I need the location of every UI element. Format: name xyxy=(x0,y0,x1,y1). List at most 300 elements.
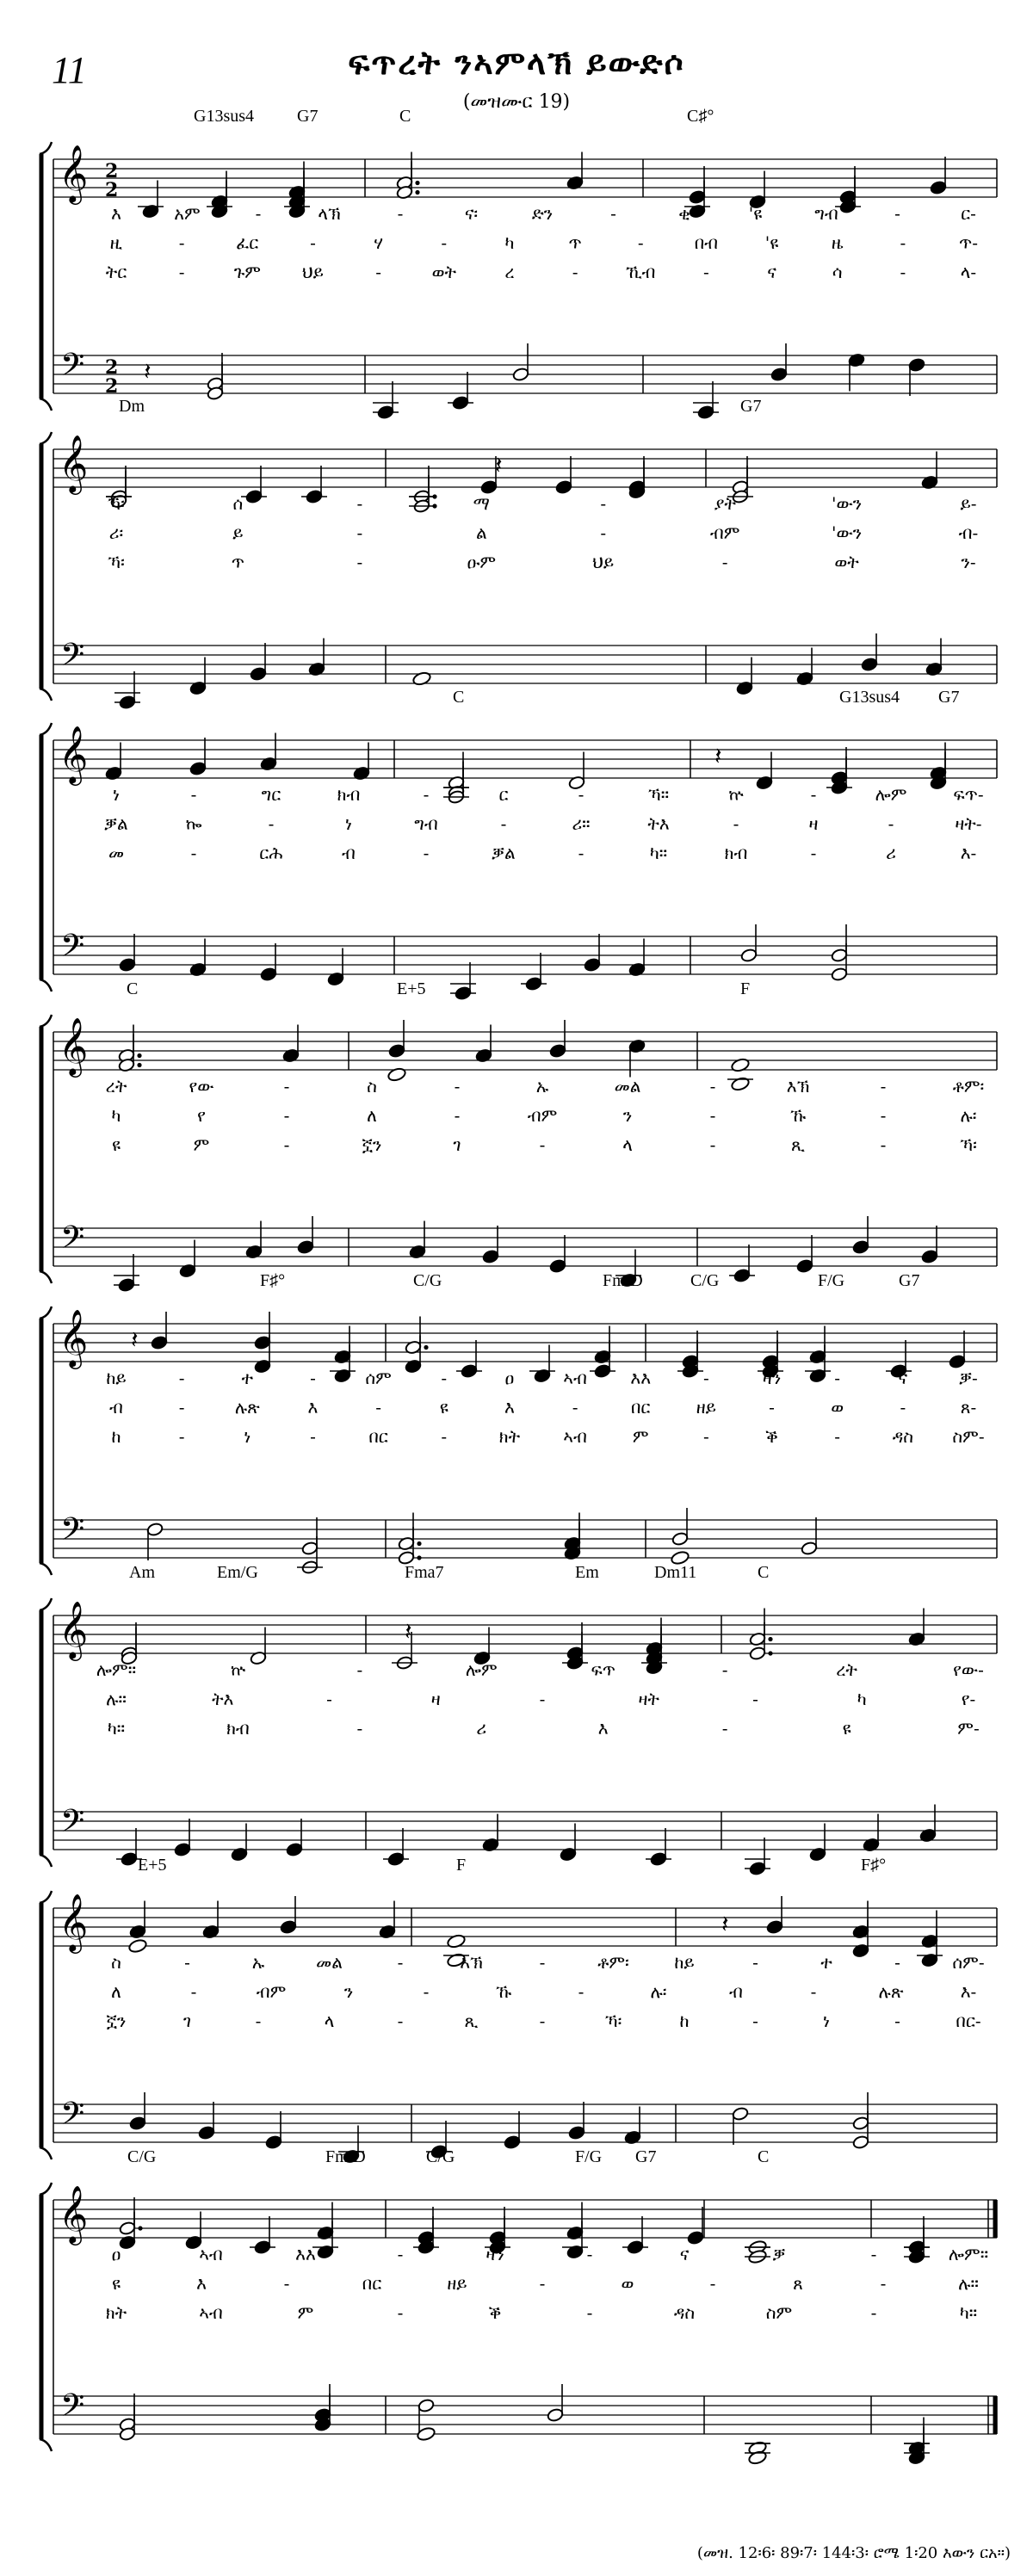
lyric-verse2-syllable: ብም xyxy=(256,1981,287,2002)
lyric-verse1-syllable: ይ- xyxy=(960,493,977,514)
lyric-verse1-syllable: ስ xyxy=(367,1076,377,1096)
lyric-verse1-syllable: 'ውን xyxy=(831,493,863,514)
lyric-verse1-syllable: እኽ xyxy=(786,1076,810,1096)
bracket-top xyxy=(40,723,52,735)
lyric-verse1-syllable: ሎም xyxy=(465,1659,498,1680)
chord-symbol: C♯° xyxy=(687,107,714,126)
lyric-verse3-syllable: ጥ xyxy=(231,552,245,572)
chord-symbol: E+5 xyxy=(138,1856,167,1875)
lyric-verse2-syllable: ዛ xyxy=(808,813,819,834)
lyric-verse1-syllable: - xyxy=(283,1076,290,1096)
lyric-verse3-syllable: ስም- xyxy=(952,1426,985,1447)
lyric-verse1-syllable: - xyxy=(190,784,197,805)
lyric-verse1-syllable: ፍጥ- xyxy=(953,784,984,805)
lyric-verse1-syllable: ኣብ xyxy=(563,1368,587,1388)
lyric-verse2-syllable: ፈር xyxy=(236,232,259,253)
lyric-verse3-syllable: ሪ xyxy=(476,1718,487,1739)
lyric-verse3-syllable: ን- xyxy=(961,552,976,572)
note-head-18 xyxy=(949,1354,966,1368)
note-head-6 xyxy=(549,1043,566,1058)
lyric-verse3-syllable: ኣብ xyxy=(199,2302,223,2323)
lyric-verse3-syllable: ላ xyxy=(324,2011,335,2031)
lyric-verse2-syllable: ሪ። xyxy=(572,813,591,834)
lyric-verse3-syllable: ዳስ xyxy=(673,2302,696,2323)
lyric-verse3-syllable: - xyxy=(423,843,430,863)
lyric-verse3-syllable: ና xyxy=(767,262,776,282)
note-head-1 xyxy=(189,761,207,775)
chord-symbol: Fma7 xyxy=(405,1563,444,1582)
chord-symbol: C xyxy=(399,107,411,126)
lyric-verse3-syllable: ህይ xyxy=(592,552,615,572)
lyric-verse3-syllable: ከ xyxy=(111,1426,121,1447)
note-head-8 xyxy=(740,948,758,962)
treble-clef: 𝄞 xyxy=(59,2184,89,2243)
lyric-verse3-syllable: ነ xyxy=(244,1426,251,1447)
lyric-verse3-syllable: ዳስ xyxy=(892,1426,913,1447)
lyric-verse1-syllable: ሎም። xyxy=(948,2244,989,2264)
quarter-rest: 𝄽 xyxy=(405,1617,412,1646)
lyric-verse2-syllable: ብም xyxy=(527,1105,558,1126)
lyric-verse1-syllable: ር xyxy=(498,784,509,805)
bracket-top xyxy=(40,2183,52,2195)
note-head-10 xyxy=(831,967,848,981)
lyric-verse2-syllable: ዩ xyxy=(439,1397,448,1418)
lyric-verse1-syllable: ቶም፡ xyxy=(597,1952,629,1973)
lyric-verse2-syllable: - xyxy=(733,813,739,834)
lyric-verse1-syllable: - xyxy=(721,1659,728,1680)
lyric-verse3-syllable: - xyxy=(539,2011,546,2031)
lyric-verse1-syllable: ዛን xyxy=(762,1368,782,1388)
lyric-verse2-syllable: - xyxy=(578,1981,585,2002)
lyric-verse1-syllable: እእ xyxy=(295,2244,316,2264)
lyric-verse1-syllable: ቓ xyxy=(772,2244,786,2264)
lyric-verse2-syllable: ወ xyxy=(621,2273,634,2294)
lyric-verse2-syllable: በር xyxy=(630,1397,651,1418)
lyric-verse1-syllable: ግር xyxy=(261,784,281,805)
note-head-2 xyxy=(265,2134,282,2149)
lyric-verse3-syllable: ትር xyxy=(105,262,127,282)
note-dot-11 xyxy=(768,1651,772,1655)
lyric-verse2-syllable: - xyxy=(500,813,507,834)
lyric-verse2-syllable: ጸ xyxy=(793,2273,803,2294)
bracket-top xyxy=(40,1598,52,1610)
lyric-verse1-syllable: ኵ xyxy=(728,784,744,805)
lyric-verse3-syllable: ወት xyxy=(431,262,456,282)
lyric-verse3-syllable: - xyxy=(721,552,728,572)
lyric-verse2-syllable: - xyxy=(572,1397,578,1418)
note-head-7 xyxy=(555,479,572,494)
lyric-verse3-syllable: - xyxy=(397,2302,404,2323)
system-2 xyxy=(40,397,997,710)
scripture-reference: (መዝ. 12፡6፡ 89፡7፡ 144፡3፡ ሮሜ 1፡20 እውን ርአ።) xyxy=(696,2544,1011,2562)
treble-time-signature-bottom: 2 xyxy=(105,179,119,201)
note-head-1 xyxy=(301,1541,319,1555)
note-head-10 xyxy=(852,2134,869,2149)
lyric-verse2-syllable: ሉ፡ xyxy=(650,1981,667,2002)
lyric-verse2-syllable: ሪ፡ xyxy=(108,522,124,543)
quarter-rest: 𝄽 xyxy=(144,357,152,386)
lyric-verse3-syllable: ሳ xyxy=(832,262,843,282)
system-8 xyxy=(40,2147,997,2466)
lyric-verse3-syllable: ብ xyxy=(342,843,356,863)
lyric-verse2-syllable: - xyxy=(600,522,607,543)
lyric-verse1-syllable: ፍጥ xyxy=(591,1659,615,1680)
lyric-verse1-syllable: - xyxy=(600,493,607,514)
lyric-verse1-syllable: - xyxy=(880,1076,887,1096)
note-dot-7 xyxy=(415,190,419,195)
lyric-verse2-syllable: ብም xyxy=(709,522,740,543)
lyric-verse1-syllable: ነ xyxy=(113,784,120,805)
chord-symbol: F xyxy=(740,979,751,998)
lyric-verse1-syllable: ኣብ xyxy=(199,2244,223,2264)
note-head-3 xyxy=(286,1842,303,1856)
lyric-verse1-syllable: ተ xyxy=(241,1368,254,1388)
note-head-1 xyxy=(254,1335,271,1350)
lyric-verse3-syllable: ጺ xyxy=(791,1134,805,1155)
bracket-top xyxy=(40,432,52,444)
lyric-verse2-syllable: - xyxy=(539,1689,546,1709)
lyric-verse1-syllable: - xyxy=(441,1368,448,1388)
note-head-1 xyxy=(174,1842,191,1856)
lyric-verse2-syllable: ዘይ xyxy=(696,1397,716,1418)
lyric-verse3-syllable: ጉም xyxy=(233,262,261,282)
lyric-verse2-syllable: ለ xyxy=(111,1981,121,2002)
bass-clef: 𝄢 xyxy=(60,347,85,391)
note-head-6 xyxy=(770,367,788,381)
treble-clef: 𝄞 xyxy=(59,1016,89,1075)
note-head-6 xyxy=(549,1258,566,1273)
lyric-verse2-syllable: ሉ። xyxy=(958,2273,979,2294)
note-head-5 xyxy=(447,1933,467,1949)
chord-symbol: F♯° xyxy=(260,1271,286,1290)
note-head-11 xyxy=(749,1646,766,1660)
note-head-1 xyxy=(198,2125,215,2140)
note-head-7 xyxy=(766,1919,783,1934)
lyric-verse1-syllable: - xyxy=(752,1952,758,1973)
lyric-verse2-syllable: እ xyxy=(196,2273,207,2294)
chord-symbol: C/G xyxy=(426,2147,455,2166)
lyric-verse1-syllable: - xyxy=(454,1076,461,1096)
bracket-top xyxy=(40,142,52,154)
lyric-verse3-syllable: ኺብ xyxy=(626,262,656,282)
lyric-verse2-syllable: - xyxy=(190,1981,197,2002)
lyric-verse2-syllable: - xyxy=(283,1105,290,1126)
lyric-verse3-syllable: - xyxy=(586,2302,593,2323)
lyric-verse1-syllable: ማ xyxy=(473,493,490,514)
lyric-verse2-syllable: ይ xyxy=(232,522,244,543)
lyric-verse2-syllable: እ xyxy=(307,1397,319,1418)
system-6 xyxy=(40,1563,997,1876)
chord-symbol: G13sus4 xyxy=(194,107,255,126)
lyric-verse3-syllable: - xyxy=(810,843,817,863)
quarter-rest: 𝄽 xyxy=(714,742,722,770)
lyric-verse3-syllable: ኻ፡ xyxy=(108,552,125,572)
lyric-verse3-syllable: ጺ xyxy=(464,2011,479,2031)
lyric-verse1-syllable: 'ዩ xyxy=(748,203,763,224)
lyric-verse1-syllable: ቂ xyxy=(678,203,690,224)
chord-symbol: E+5 xyxy=(397,979,426,998)
lyric-verse2-syllable: ብ- xyxy=(958,522,979,543)
note-head-2 xyxy=(250,666,267,681)
lyric-verse2-syllable: - xyxy=(423,1981,430,2002)
chord-symbol: G7 xyxy=(635,2147,657,2166)
lyric-verse3-syllable: ክብ xyxy=(226,1718,250,1739)
lyric-verse1-syllable: - xyxy=(397,203,404,224)
chord-symbol: Fm/D xyxy=(325,2147,366,2166)
chord-symbol: C/G xyxy=(127,2147,157,2166)
chord-symbol: C xyxy=(453,688,465,707)
note-dot-4 xyxy=(417,1555,421,1560)
lyric-verse3-syllable: - xyxy=(283,1134,290,1155)
lyric-verse1-syllable: እኽ xyxy=(460,1952,483,1973)
lyric-verse1-syllable: - xyxy=(310,1368,316,1388)
lyric-verse3-syllable: - xyxy=(178,1426,185,1447)
chord-symbol: F/G xyxy=(818,1271,845,1290)
bass-clef: 𝄢 xyxy=(60,1220,85,1263)
lyric-verse3-syllable: ም- xyxy=(957,1718,980,1739)
lyric-verse1-syllable: - xyxy=(255,203,262,224)
lyric-verse2-syllable: ሉ። xyxy=(106,1689,127,1709)
note-dot-0 xyxy=(138,2226,142,2230)
bass-clef: 𝄢 xyxy=(60,1803,85,1847)
lyric-verse2-syllable: - xyxy=(888,813,894,834)
quarter-rest: 𝄽 xyxy=(495,451,503,479)
lyric-verse1-syllable: ስ xyxy=(111,1952,121,1973)
bracket-top xyxy=(40,1015,52,1027)
lyric-verse3-syllable: - xyxy=(578,843,585,863)
bracket-bottom xyxy=(40,398,52,411)
lyric-verse3-syllable: - xyxy=(894,2011,900,2031)
lyric-verse3-syllable: ወት xyxy=(834,552,859,572)
lyric-verse2-syllable: የ xyxy=(197,1105,206,1126)
lyric-verse3-syllable: ቕ xyxy=(488,2302,502,2323)
lyric-verse3-syllable: ም xyxy=(297,2302,314,2323)
lyric-verse1-syllable: ኡ xyxy=(251,1952,265,1973)
lyric-verse3-syllable: ኻ፡ xyxy=(604,2011,622,2031)
note-head-10 xyxy=(852,1239,869,1254)
note-head-3 xyxy=(388,1043,405,1058)
lyric-verse2-syllable: ዚ xyxy=(109,232,123,253)
treble-clef: 𝄞 xyxy=(59,1600,89,1659)
lyric-verse2-syllable: - xyxy=(283,2273,290,2294)
lyric-verse2-syllable: ኰ xyxy=(185,813,202,834)
lyric-verse3-syllable: ረ xyxy=(504,262,515,282)
bracket-bottom xyxy=(40,2439,52,2451)
lyric-verse2-syllable: - xyxy=(326,1689,332,1709)
lyric-verse3-syllable: - xyxy=(709,1134,716,1155)
note-head-4 xyxy=(418,2398,435,2412)
lyric-verse1-syllable: እ xyxy=(111,203,121,224)
chord-symbol: G7 xyxy=(297,107,319,126)
note-head-7 xyxy=(861,657,878,671)
lyric-verse2-syllable: ነ xyxy=(345,813,352,834)
lyric-verse2-syllable: ዜ xyxy=(831,232,844,253)
lyric-verse2-syllable: ትእ xyxy=(647,813,670,834)
chord-symbol: Am xyxy=(129,1563,155,1582)
note-head-8 xyxy=(732,2106,749,2121)
lyric-verse2-syllable: ን xyxy=(343,1981,354,2002)
note-head-9 xyxy=(801,1541,818,1555)
bracket-bottom xyxy=(40,1271,52,1283)
chord-symbol: Dm xyxy=(119,397,145,416)
lyric-verse3-syllable: ክት xyxy=(498,1426,521,1447)
lyric-verse1-syllable: ሎም xyxy=(875,784,907,805)
note-head-5 xyxy=(504,2134,521,2149)
lyric-verse3-syllable: ላ xyxy=(622,1134,633,1155)
lyric-verse1-syllable: ላኽ xyxy=(318,203,341,224)
lyric-verse2-syllable: ል xyxy=(475,522,487,543)
lyric-verse3-syllable: እ xyxy=(597,1718,609,1739)
note-head-4 xyxy=(387,1066,407,1082)
system-3 xyxy=(40,688,997,1001)
treble-time-signature-top: 2 xyxy=(105,160,119,182)
lyric-verse3-syllable: - xyxy=(255,2011,262,2031)
lyric-verse1-syllable: ኻ፡ xyxy=(108,493,125,514)
chord-symbol: Fm/D xyxy=(603,1271,643,1290)
lyric-verse2-syllable: ካ xyxy=(857,1689,867,1709)
lyric-verse3-syllable: - xyxy=(356,552,363,572)
lyric-verse1-syllable: ከይ xyxy=(106,1368,127,1388)
lyric-verse1-syllable: ክብ xyxy=(337,784,361,805)
lyric-verse3-syllable: - xyxy=(441,1426,448,1447)
note-head-5 xyxy=(482,1249,499,1263)
lyric-verse1-syllable: ና xyxy=(898,1368,908,1388)
lyric-verse2-syllable: ዛ xyxy=(430,1689,441,1709)
note-dot-3 xyxy=(417,1541,421,1546)
lyric-verse1-syllable: ዐ xyxy=(111,2244,121,2264)
lyric-verse1-syllable: ከይ xyxy=(674,1952,695,1973)
note-head-9 xyxy=(689,189,706,204)
lyric-verse3-syllable: ዑም xyxy=(467,552,497,572)
lyric-verse3-syllable: ቓል xyxy=(492,843,516,863)
lyric-verse2-syllable: - xyxy=(356,522,363,543)
note-head-6 xyxy=(584,957,601,972)
lyric-verse3-syllable: - xyxy=(880,1134,887,1155)
note-head-6 xyxy=(547,2407,564,2422)
lyric-verse3-syllable: - xyxy=(721,1718,728,1739)
note-head-0 xyxy=(129,2116,146,2130)
lyric-verse3-syllable: ካ። xyxy=(107,1718,126,1739)
lyric-verse3-syllable: ካ። xyxy=(649,843,668,863)
lyric-verse2-syllable: ዛት- xyxy=(955,813,982,834)
note-head-0 xyxy=(119,2221,136,2235)
lyric-verse1-syllable: - xyxy=(539,1952,546,1973)
lyric-verse3-syllable: ዩ xyxy=(842,1718,851,1739)
system-4 xyxy=(40,979,997,1293)
lyric-verse1-syllable: እእ xyxy=(630,1368,652,1388)
bracket-top xyxy=(40,1891,52,1903)
note-head-9 xyxy=(796,1258,813,1273)
lyric-verse3-syllable: እ- xyxy=(960,843,977,863)
treble-clef: 𝄞 xyxy=(59,725,89,783)
quarter-rest: 𝄽 xyxy=(131,1325,139,1354)
chord-symbol: G7 xyxy=(938,688,960,707)
lyric-verse3-syllable: - xyxy=(572,262,578,282)
chord-symbol: F/G xyxy=(575,2147,603,2166)
lyric-verse3-syllable: ም xyxy=(193,1134,210,1155)
lyric-verse2-syllable: ሃ xyxy=(374,232,383,253)
lyric-verse2-syllable: ን xyxy=(622,1105,633,1126)
lyric-verse1-syllable: የው xyxy=(189,1076,214,1096)
lyric-verse2-syllable: ጥ- xyxy=(959,232,978,253)
lyric-verse1-syllable: - xyxy=(703,1368,709,1388)
note-dot-5 xyxy=(424,1345,428,1350)
lyric-verse2-syllable: - xyxy=(441,232,448,253)
lyric-verse3-syllable: - xyxy=(752,2011,758,2031)
lyric-verse3-syllable: ኻ፡ xyxy=(960,1134,977,1155)
note-head-13 xyxy=(687,2230,704,2245)
note-head-14 xyxy=(930,180,947,195)
chord-symbol: G13sus4 xyxy=(839,688,900,707)
lyric-verse1-syllable: - xyxy=(870,2244,877,2264)
lyric-verse2-syllable: የ- xyxy=(961,1689,976,1709)
treble-clef: 𝄞 xyxy=(59,144,89,202)
lyric-verse3-syllable: - xyxy=(375,262,381,282)
lyric-verse2-syllable: ግብ xyxy=(414,813,438,834)
lyric-verse3-syllable: - xyxy=(178,262,185,282)
note-head-9 xyxy=(831,948,848,962)
chord-symbol: C xyxy=(758,2147,770,2166)
lyric-verse3-syllable: ገ xyxy=(182,2011,192,2031)
lyric-verse3-syllable: ሪ xyxy=(886,843,896,863)
lyric-verse1-syllable: - xyxy=(184,1952,190,1973)
note-head-0 xyxy=(146,1522,164,1536)
chord-symbol: C xyxy=(758,1563,770,1582)
lyric-verse2-syllable: ቓል xyxy=(104,813,128,834)
lyric-verse2-syllable: - xyxy=(539,2273,546,2294)
lyric-verse1-syllable: - xyxy=(709,1076,716,1096)
chord-symbol: Em xyxy=(575,1563,599,1582)
lyric-verse2-syllable: - xyxy=(880,1105,887,1126)
system-5 xyxy=(40,1271,997,1575)
lyric-verse3-syllable: በር xyxy=(368,1426,388,1447)
bass-time-signature-top: 2 xyxy=(105,356,119,379)
lyric-verse2-syllable: ካ xyxy=(504,232,515,253)
lyric-verse3-syllable: ነ xyxy=(823,2011,830,2031)
lyric-verse2-syllable: ትእ xyxy=(212,1689,234,1709)
lyric-verse3-syllable: - xyxy=(310,1426,316,1447)
lyric-verse2-syllable: ኹ xyxy=(495,1981,512,2002)
lyric-verse1-syllable: - xyxy=(578,784,585,805)
lyric-verse1-syllable: ና፡ xyxy=(464,203,479,224)
lyric-verse1-syllable: - xyxy=(356,493,363,514)
lyric-verse2-syllable: በር xyxy=(362,2273,382,2294)
note-head-3 xyxy=(280,1919,297,1934)
lyric-verse2-syllable: ብ xyxy=(109,1397,123,1418)
lyric-verse2-syllable: - xyxy=(178,232,185,253)
lyric-verse1-syllable: - xyxy=(423,784,430,805)
chord-symbol: G7 xyxy=(740,397,762,416)
lyric-verse2-syllable: - xyxy=(310,232,316,253)
bracket-bottom xyxy=(40,1855,52,1867)
lyric-verse2-syllable: 'ዩ xyxy=(764,232,779,253)
bass-clef: 𝄢 xyxy=(60,2096,85,2140)
lyric-verse2-syllable: ሉጽ xyxy=(234,1397,260,1418)
chord-symbol: C/G xyxy=(690,1271,720,1290)
lyric-verse3-syllable: መ xyxy=(108,843,125,863)
quarter-rest: 𝄽 xyxy=(721,1910,729,1938)
lyric-verse1-syllable: ና xyxy=(679,2244,690,2264)
lyric-verse3-syllable: ኟን xyxy=(106,2011,127,2031)
lyric-verse2-syllable: ኹ xyxy=(789,1105,807,1126)
lyric-verse2-syllable: ሉ፡ xyxy=(960,1105,977,1126)
lyric-verse3-syllable: ኣብ xyxy=(563,1426,587,1447)
lyric-verse3-syllable: - xyxy=(190,843,197,863)
lyric-verse1-syllable: ቶም፡ xyxy=(952,1076,985,1096)
note-head-8 xyxy=(731,1057,751,1072)
lyric-verse1-syllable: መል xyxy=(614,1076,641,1096)
lyric-verse2-syllable: ጥ xyxy=(568,232,582,253)
